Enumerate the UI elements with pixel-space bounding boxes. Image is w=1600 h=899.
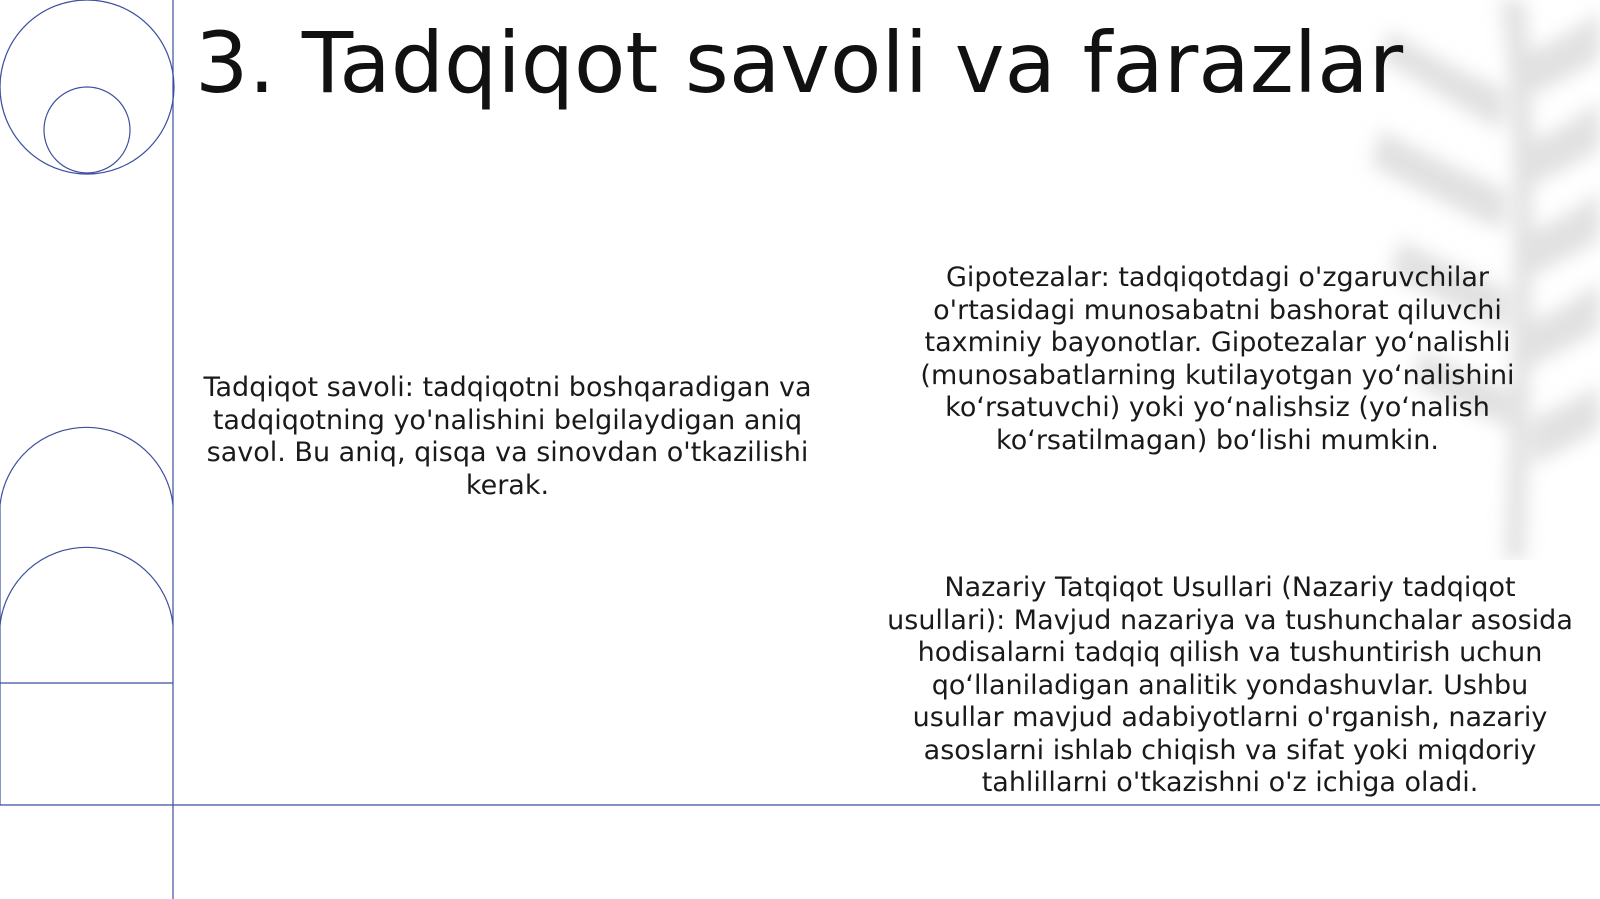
- upper-arch-shape: [0, 427, 173, 505]
- lower-arch-shape: [0, 547, 173, 625]
- theoretical-methods-text: Nazariy Tatqiqot Usullari (Nazariy tadqiqot usullari): Mavjud nazariya va tushunchalar asosida hodisalarni tadqiq qilish va tushuntirish uchun qo‘llaniladigan analitik yondashuvlar. Ushbu usullar mavjud adabiyotlarni o'rganish, nazariy asoslarni ishlab chiqish va sifat yoki miqdoriy tahlillarni o'tkazishni o'z ichiga oladi.: [887, 572, 1573, 798]
- research-question-text: Tadqiqot savoli: tadqiqotni boshqaradigan va tadqiqotning yo'nalishini belgilaydigan aniq savol. Bu aniq, qisqa va sinovdan o'tkazilishi kerak.: [203, 372, 812, 501]
- small-circle-shape: [44, 87, 130, 173]
- hypotheses-text: Gipotezalar: tadqiqotdagi o'zgaruvchilar o'rtasidagi munosabatni bashorat qiluvchi taxminiy bayonotlar. Gipotezalar yo‘nalishli (munosabatlarning kutilayotgan yo‘nalishini ko‘rsatuvchi) yoki yo‘nalishsiz (yo‘nalish ko‘rsatilmagan) bo‘lishi mumkin.: [920, 262, 1515, 456]
- slide-title: 3. Tadqiqot savoli va farazlar: [195, 14, 1404, 112]
